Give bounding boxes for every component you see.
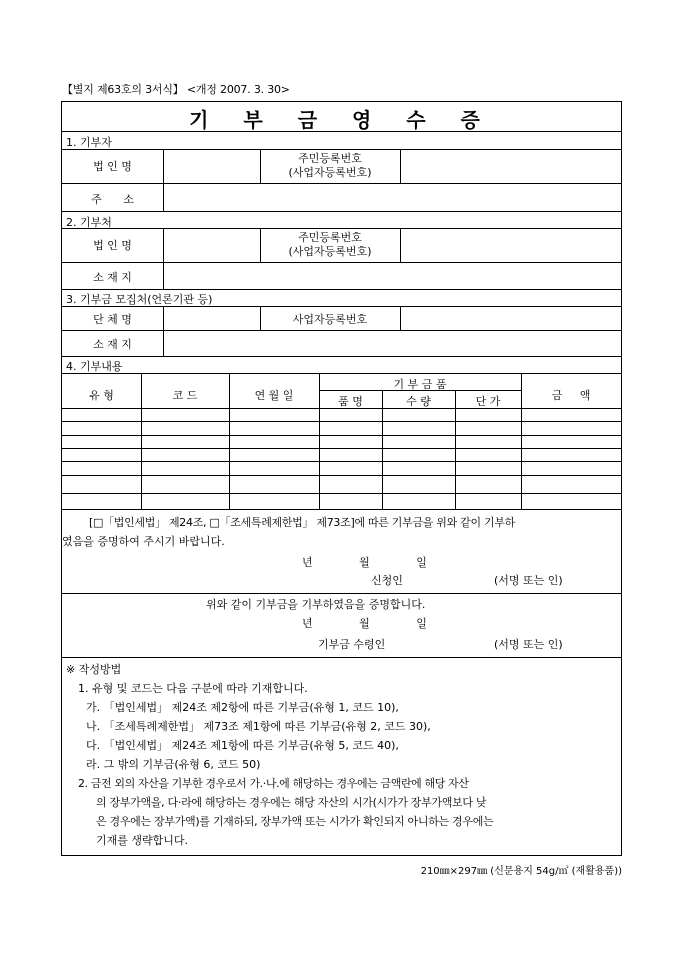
donor-name-label: 법 인 명 [93,160,132,173]
col-code-header: 코 드 [172,389,198,402]
collector-group-field[interactable] [164,307,259,329]
collector-location-label: 소 재 지 [93,338,132,351]
col-qty-header: 수 량 [406,395,431,408]
request-text-line2: 였음을 증명하여 주시기 바랍니다. [62,535,225,548]
org-name-field[interactable] [164,229,259,261]
section2-heading: 2. 기부처 [66,216,112,229]
donor-name-field[interactable] [164,150,259,182]
org-reg-field[interactable] [401,229,620,261]
instruction-item2-line2: 의 장부가액을, 다·라에 해당하는 경우에는 해당 자산의 시가(시가가 장부가액보다 낮 [96,796,487,809]
table-row[interactable] [62,462,621,474]
table-row[interactable] [62,422,621,434]
donor-address-field[interactable] [164,184,620,210]
table-row[interactable] [62,409,621,421]
table-row[interactable] [62,494,621,508]
donor-reg-label: 주민등록번호 (사업자등록번호) [288,152,372,179]
org-name-label: 법 인 명 [93,239,132,252]
table-row[interactable] [62,476,621,492]
instruction-item1d: 라. 그 밖의 기부금(유형 6, 코드 50) [86,758,261,771]
col-date-header: 연 월 일 [254,389,294,402]
receiver-sign[interactable]: (서명 또는 인) [494,638,563,651]
instruction-item1c: 다. 「법인세법」 제24조 제1항에 따른 기부금(유형 5, 코드 40), [86,739,399,752]
instruction-item2-line1: 2. 금전 외의 자산을 기부한 경우로서 가.·나.에 해당하는 경우에는 금액란에 해당 자산 [78,777,469,790]
instruction-item1b: 나. 「조세특례제한법」 제73조 제1항에 따른 기부금(유형 2, 코드 30), [86,720,431,733]
col-price-header: 단 가 [475,395,501,408]
org-location-field[interactable] [164,263,620,288]
col-item-header: 품 명 [338,395,363,408]
applicant-sign[interactable]: (서명 또는 인) [494,574,563,587]
collector-biz-reg-label: 사업자등록번호 [292,313,368,326]
form-title: 기 부 금 영 수 증 [189,108,494,132]
section3-heading: 3. 기부금 모집처(언론기관 등) [66,293,213,306]
collector-location-field[interactable] [164,331,620,355]
receiver-label: 기부금 수령인 [318,638,386,651]
certify-text: 위와 같이 기부금을 기부하였음을 증명합니다. [206,598,426,611]
donor-reg-field[interactable] [401,150,620,182]
org-location-label: 소 재 지 [93,271,132,284]
instruction-item2-line4: 기재를 생략합니다. [96,834,189,847]
request-text-line1: [□「법인세법」 제24조, □「조세특례제한법」 제73조]에 따른 기부금을 위와 같이 기부하 [89,516,515,529]
org-reg-label: 주민등록번호 (사업자등록번호) [288,231,372,258]
instructions-heading: ※ 작성방법 [66,663,122,676]
paper-spec-footer: 210㎜×297㎜ (신문용지 54g/㎡ (재활용품)) [420,866,622,877]
section1-heading: 1. 기부자 [66,136,112,149]
col-amount-header: 금 액 [551,389,591,402]
collector-biz-reg-field[interactable] [401,307,620,329]
instruction-item1a: 가. 「법인세법」 제24조 제2항에 따른 기부금(유형 1, 코드 10), [86,701,399,714]
receipt-form [61,101,622,856]
col-type-header: 유 형 [89,389,114,402]
table-row[interactable] [62,436,621,448]
certify-date: 년 월 일 [302,617,427,630]
applicant-label: 신청인 [371,574,403,587]
form-reference-header: 【별지 제63호의 3서식】 <개정 2007. 3. 30> [62,83,290,96]
col-goods-header: 기 부 금 품 [393,378,447,391]
instruction-item2-line3: 은 경우에는 장부가액)를 기재하되, 장부가액 또는 시가가 확인되지 아니하는 경우에는 [96,815,494,828]
table-row[interactable] [62,449,621,461]
collector-group-label: 단 체 명 [93,313,132,326]
instruction-item1: 1. 유형 및 코드는 다음 구분에 따라 기재합니다. [78,682,308,695]
donor-address-label: 주 소 [91,193,134,206]
request-date: 년 월 일 [302,556,427,569]
section4-heading: 4. 기부내용 [66,360,123,373]
